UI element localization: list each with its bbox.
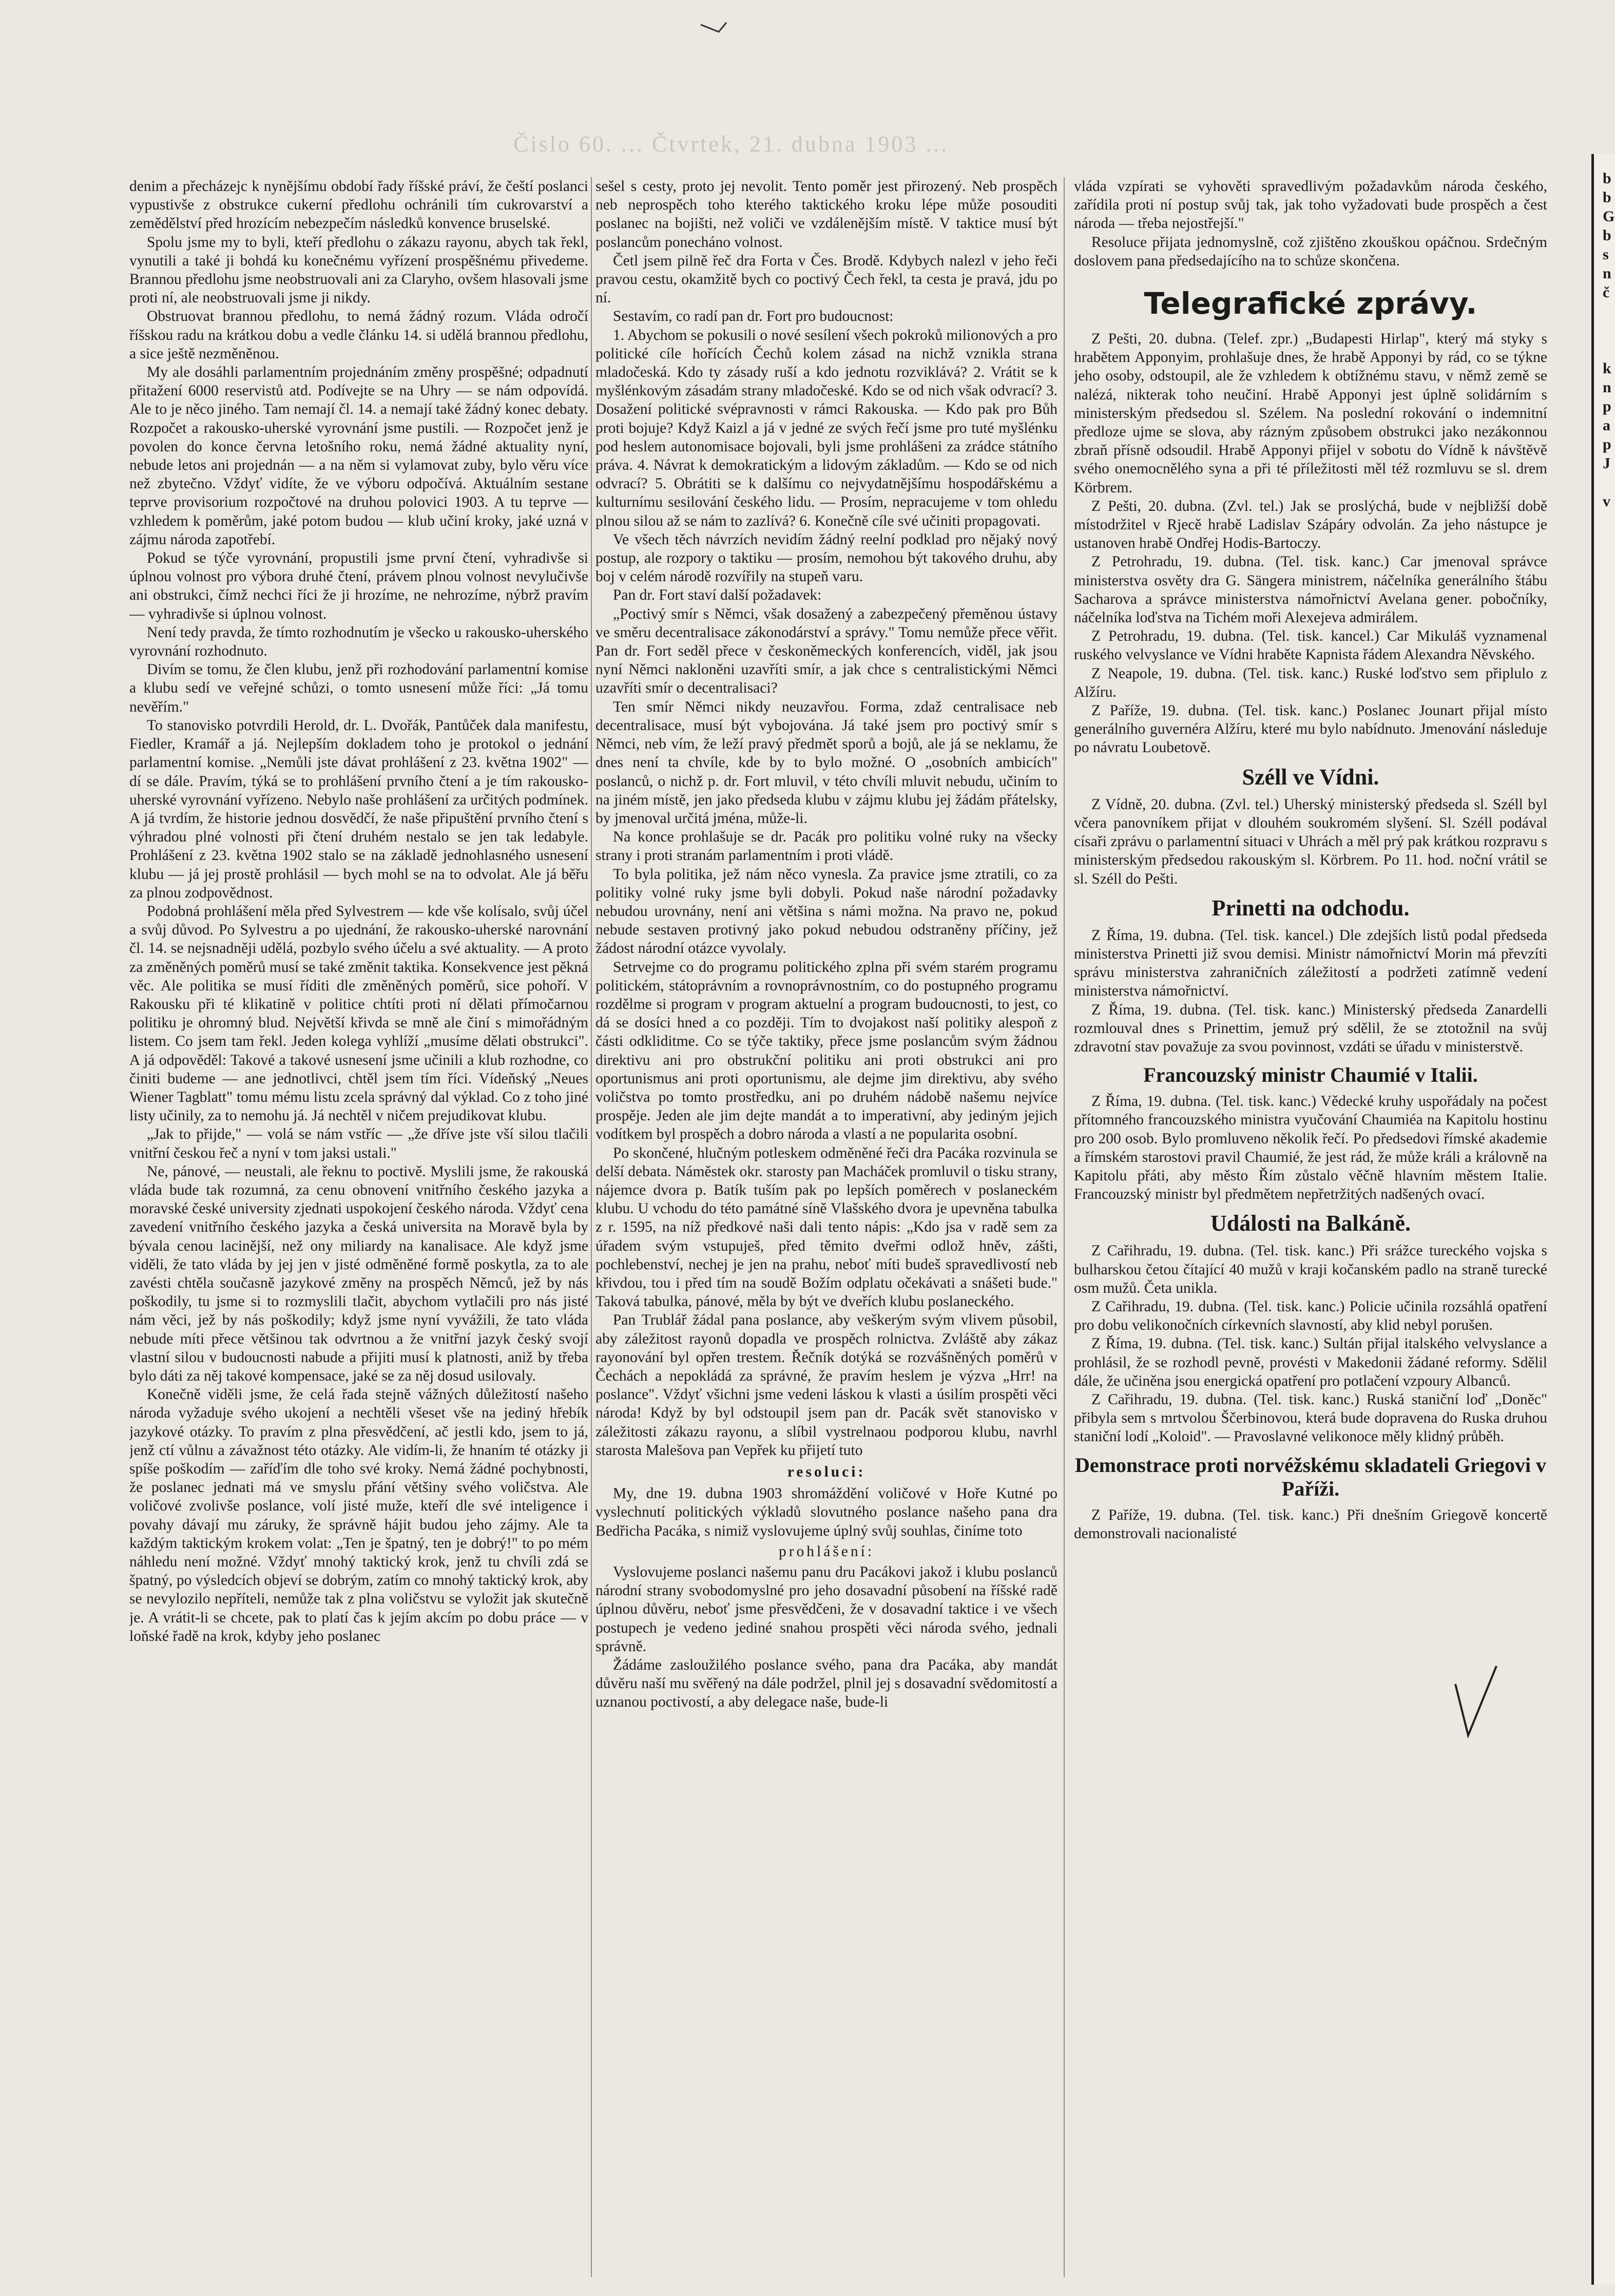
paragraph: Z Říma, 19. dubna. (Tel. tisk. kanc.) Sultán přijal italského velvyslance a prohlásil, že se rozhodl pevně, provésti v Makedonii žádané reformy. Sdělil dále, že učiněna jsou energická opatření pro potlačení vzpoury Albanců. <box>1074 1335 1547 1389</box>
bleed-through-text: Čislo 60. ... Čtvrtek, 21. dubna 1903 ... <box>513 131 949 157</box>
edge-letter: s <box>1603 246 1609 263</box>
paragraph: Z Paříže, 19. dubna. (Tel. tisk. kanc.) Při dnešním Griegově koncertě demonstrovali nacionalisté <box>1074 1506 1547 1542</box>
edge-letter: b <box>1603 227 1611 244</box>
paragraph: Z Říma, 19. dubna. (Tel. tisk. kancel.) Dle zdejších listů podal předseda ministerstva Prinetti již svou demisi. Ministr námořnictví Morin má převzíti správu ministerstva zahraničních záležitostí a podržeti zatímně vedení ministerstva námořnictví. <box>1074 927 1547 1000</box>
edge-letter: G <box>1603 208 1615 225</box>
paragraph: Z Pešti, 20. dubna. (Zvl. tel.) Jak se proslýchá, bude v nejbližší době místodržitel v Rjecě hrabě Ladislav Szápáry odvolán. Za jeho nástupce je ustanoven hrabě Ondřej Hodis-Bartoczy. <box>1074 498 1547 552</box>
paragraph: Na konce prohlašuje se dr. Pacák pro politiku volné ruky na všecky strany i proti stranám parlamentním i proti vládě. <box>595 829 1058 864</box>
column-rule <box>1064 177 1065 2277</box>
column-rule <box>591 177 592 2277</box>
section-heading-szell: Széll ve Vídni. <box>1242 764 1379 790</box>
paragraph: Z Petrohradu, 19. dubna. (Tel. tisk. kanc.) Car jmenoval správce ministerstva osvěty dra G. Sängera ministrem, náčelníka generálního štábu Sacharova a správce ministerstva námořnictví Avelana gener. pobočníky, náčelníka loďstva na Tichém moři Alexejeva admirálem. <box>1074 553 1547 626</box>
paragraph: Konečně viděli jsme, že celá řada stejně vážných důležitostí našeho národa vyžaduje svého ukojení a nechtěli všeset vše na jediný hřebík jazykové otázky. To pravím z plna přesvědčení, ač jestli kdo, jsem to já, jenž ctí vůlnu a závažnost této otázky. Ale vidím-li, že hnaním té otázky ji spíše poškodím — zaříďím dle toho své kroky. Nemá žádné pochybnosti, že poslanec jednati má ve smyslu přání většiny svého voličstva. Ale voličové zvolivše poslance, volí jisté muže, kteří dle své inteligence i povahy dávají mu záruky, že správně hájit budou jeho zájmy. Ale ta každým taktickým krokem volat: „Ten je špatný, ten je dobrý!" to po mém náhledu není možné. Vždyť mnohý taktický krok, jenž tu chvíli zdá se špatný, po výsledcích objeví se dobrým, zatím co mnohý taktický krok, aby se nevylozilo nepříteli, nemůže tak z plna voličstvu se vyložit jak skutečně je. A vrátit-li se chcete, pak to platí čas k jejím akcím po dobu práce — v loňské řadě na krok, kdyby jeho poslanec <box>129 1386 588 1644</box>
section-heading-griegovi: Demonstrace proti norvéžskému skladateli Griegovi v Paříži. <box>1074 1453 1547 1500</box>
paragraph: vláda vzpírati se vyhověti spravedlivým požadavkům národa českého, zařídila proti ní postup svůj tak, jak toho vyžadovati bude prospěch a čest národa — třeba nejostřejší." <box>1074 178 1547 232</box>
paragraph: Z Cařihradu, 19. dubna. (Tel. tisk. kanc.) Policie učinila rozsáhlá opatření pro dobu velikonočních církevních slavností, aby klid nebyl porušen. <box>1074 1298 1547 1334</box>
paragraph: Ve všech těch návrzích nevidím žádný reelní podklad pro nějaký nový postup, ale rozpory o taktiku — prosím, nemohou být takového druhu, aby boj v celém národě rozvířily na stupeň varu. <box>595 531 1058 585</box>
paragraph: „Jak to přijde," — volá se nám vstříc — „že dříve jste vší silou tlačili vnitřní českou řeč a nyní v tom jaksi ustali." <box>129 1126 588 1161</box>
edge-letter: p <box>1603 398 1611 415</box>
section-heading-prinetti: Prinetti na odchodu. <box>1212 895 1410 921</box>
paragraph: Četl jsem pilně řeč dra Forta v Čes. Brodě. Kdybych nalezl v jeho řeči pravou cestu, okamžitě bych co poctivý Čech řekl, ta cesta je pravá, jdu po ní. <box>595 252 1058 307</box>
column-1 <box>129 177 588 2277</box>
paragraph: Z Paříže, 19. dubna. (Tel. tisk. kanc.) Poslanec Jounart přijal místo generálního guvernéra Alžíru, které mu bylo nabídnuto. Jmenování následuje po návratu Loubetově. <box>1074 702 1547 756</box>
paragraph: Vyslovujeme poslanci našemu panu dru Pacákovi jakož i klubu poslanců národní strany svobodomyslné pro jeho dosavadní působení na říšské radě úplnou důvěru, neboť jsme přesvědčeni, že v dosavadní taktice i ve všech postupech je vedeno jediné snahou prospěti věci národa svého, jednali správně. <box>595 1564 1058 1655</box>
paragraph: To stanovisko potvrdili Herold, dr. L. Dvořák, Pantůček dala manifestu, Fiedler, Kramář a já. Nejlepším dokladem toho je protokol o jednání parlamentní komise. „Nemůli jste dávat prohlášení z 23. května 1902" — dí se dále. Pravím, týká se to prohlášení prvního čtení a je tím rakousko-uherské vyrovnání vyřízeno. Nebylo naše prohlášení za určitých podmínek. A já tvrdím, že historie jednou dosvědčí, že naše připuštění prvního čtení s výhradou plné volnosti při čtení druhém nestalo se jen tak ledabyle. Prohlášení z 23. května 1902 stalo se na základě jednohlasného usnesení klubu — já jej prostě prohlásil — bych mohl se na to odvolat. Ale já běřu za plnou zodpovědnost. <box>129 717 588 901</box>
paragraph: Setrvejme co do programu politického zplna při svém starém programu politickém, státoprávním a rovnoprávnostním, co do postupného programu rozdělme si program v program aktuelní a program budoucnosti, to jest, co dá se dosíci hned a co později. Tím to dvojakost naší politiky alespoň z části odkliditme. Co se týče taktiky, přece jsme poslancům svým žádnou direktivu ani pro obstrukční politiku ani proti obstrukci ani pro oportunismus ani proti oportunismu, ale dejme jim direktivu, aby svého voličstva po tomto prostředku, ani po druhém nádobě našemu nejvíce prospěje. Jeden ale jim dejte mandát a to imperativní, aby jediným jejich vodítkem byl prospěch a dobro národa a vlastí a ne popularita osobní. <box>595 959 1058 1143</box>
paragraph: Z Petrohradu, 19. dubna. (Tel. tisk. kancel.) Car Mikuláš vyznamenal ruského velvyslance ve Vídni hraběte Kapnista řádem Alexandra Něvského. <box>1074 628 1547 663</box>
edge-letter: J <box>1603 455 1610 472</box>
edge-letter: b <box>1603 170 1611 187</box>
column-3 <box>1074 177 1547 2277</box>
paragraph: Ne, pánové, — neustali, ale řeknu to poctivě. Myslili jsme, že rakouská vláda bude tak rozumná, za cenu obnovení vnitřního českého jazyka a moravské české university zjednati uspokojení českého národa. Vždyť cena zavedení vnitřního českého jazyka a česká universita na Moravě byla by bývala cenou lacinější, než ony miliardy na kanalisace. Ale když jsme viděli, že tato vláda by jej jen v jisté odměněné formě poskytla, za to ale zavésti chtěla současně jazykové změny na prospěch Němců, jež by nás poškodily, tu jsme si to rozmyslili tlačit, abychom vytlačili pro nás jisté nám věci, jež by nás poškodily; když jsme nyní vyvážili, že tato vláda nebude míti přece většinou tak odvrtnou a že vnitřní jazyk český svojí vlastní silou v budoucnosti nabude a přijiti musí k platnosti, aniž by třeba bylo dáti za něj takové kompensace, jaké se za něj dosud usilovaly. <box>129 1163 588 1384</box>
section-heading-balkan: Události na Balkáně. <box>1210 1211 1411 1236</box>
paragraph: To byla politika, jež nám něco vynesla. Za pravice jsme ztratili, co za politiky volné ruky jsme byli dobyli. Pokud naše národní požadavky nebudou urovnány, není ani většina s námi možna. Na pravo ne, pokud nebude sestaven protivný jako pokud nebudou odstraněny příčiny, jež žádost národní otázce vyvolaly. <box>595 866 1058 957</box>
paragraph: Spolu jsme my to byli, kteří předlohu o zákazu rayonu, abych tak řekl, vynutili a také ji bohdá ku konečnému vyřízení prospěšnému přivedeme. Brannou předlohu jsme neobstruovali ani za Claryho, ovšem hlasovali jsme proti ní, ale neobstruovali jsme ji nikdy. <box>129 234 588 307</box>
paragraph: sešel s cesty, proto jej nevolit. Tento poměr jest přirozený. Neb prospěch neb neprospěch toho kterého taktického kroku lépe může posouditi poslanec na bojišti, než voliči ve vzdálenějším místě. V taktice musí být poslancům ponecháno volnost. <box>595 178 1058 251</box>
section-heading-telegraf: Telegrafické zprávy. <box>1144 286 1477 321</box>
paragraph: Z Pešti, 20. dubna. (Telef. zpr.) „Budapesti Hirlap", který má styky s hrabětem Apponyim, prohlašuje dnes, že hrabě Apponyi by rád, co se týkne jeho osoby, odstoupil, ale že vzhledem k obtížnému stavu, v němž země se nalézá, nikterak toho neučiní. Hrabě Apponyi jest úplně solidárním s ministerským předsedou sl. Szélem. Na poslední rokování o indemnitní předloze ujme se slova, aby rázným způsobem obstrukci jako nezákonnou zbraň přísně odsoudil. Hrabě Apponyi přijel v sobotu do Vídně k návštěvě svého onemocnělého syna a při té příležitosti měl též rozmluvu se sl. drem Körbrem. <box>1074 331 1547 496</box>
paragraph: Žádáme zasloužilého poslance svého, pana dra Pacáka, aby mandát důvěru naší mu svěřený na dále podržel, plnil jej s dosavadní svědomitostí a uznanou poctivostí, a aby delegace naše, bude-li <box>595 1657 1058 1711</box>
edge-letter: č <box>1603 284 1610 301</box>
paragraph: Z Vídně, 20. dubna. (Zvl. tel.) Uherský ministerský předseda sl. Széll byl včera panovníkem přijat v dlouhém soukromém slyšení. Sl. Széll podával císaři zprávu o parlamentní situaci v Uhrách a měl prý pak krátkou rozpravu s ministerským předsedou rakouským sl. Körbrem. Po 11. hod. noční vrátil se sl. Széll do Pešti. <box>1074 796 1547 887</box>
paragraph: Z Cařihradu, 19. dubna. (Tel. tisk. kanc.) Ruská staniční loď „Doněc" přibyla sem s mrtvolou Ščerbinovou, která bude dopravena do Ruska druhou staniční lodí „Koloid". — Pravoslavné velikonoce měly klidný průběh. <box>1074 1391 1547 1445</box>
edge-letter: p <box>1603 436 1611 453</box>
paragraph: Pokud se týče vyrovnání, propustili jsme první čtení, vyhradivše si úplnou volnost pro výbora druhé čtení, právem plnou volnost nevylučivše ani obstrukci, čímž nechci říci že ji hrozíme, ne nehrozíme, nýbrž pravím — vyhradivše si úplnou volnost. <box>129 550 588 622</box>
declaration-heading: prohlášení: <box>778 1543 875 1560</box>
paragraph: Podobná prohlášení měla před Sylvestrem — kde vše kolísalo, svůj účel a svůj důvod. Po Sylvestru a po ujednání, že rakousko-uherské narovnání čl. 14. se nejsnadněji udělá, pozbylo svého účelu a své aktuality. — A proto za změněných poměrů musí se také změnit taktika. Konsekvence jest pěkná věc. Ale politika se musí říditi dle změněných poměrů, sice pohoří. V Rakousku při té klikatině v politice chtíti proti ní dělati přímočarnou politiku je ohromný blud. Největší křivda se mně ale činí s mimořádným listem. Co jsem tam řekl. Jeden kolega vyhlíží „musíme dělati obstrukci". A já odpověděl: Takové a takové usnesení jsme učinili a klub rozhodne, co činiti budeme — ane jednotlivci, chtěl jsem tím říci. Vídeňský „Neues Wiener Tagblatt" tomu mému listu zcela správný dal výklad. Co z toho jiné listy učinily, za to nemohu já. Já nechtěl v ničem prejudikovat klubu. <box>129 903 588 1124</box>
adjacent-page-edge <box>1591 154 1615 2285</box>
paragraph: Pan dr. Fort staví další požadavek: <box>613 587 822 604</box>
edge-letter: n <box>1603 265 1611 282</box>
paragraph: „Poctivý smír s Němci, však dosažený a zabezpečený přeměnou ústavy ve směru decentralisace zákonodárství a správy." Tomu nemůže přece věřit. Pan dr. Fort seděl přece v českoněmeckých konferencích, viděl, jak jsou nyní Němci nakloněni uzavříti smír, a jak chce s centralistickými Němci uzavříti smír o decentralisaci? <box>595 605 1058 697</box>
paragraph: Resoluce přijata jednomyslně, což zjištěno zkouškou opáčnou. Srdečným doslovem pana předsedajícího na to schůze skončena. <box>1074 234 1547 269</box>
section-heading-chaumie: Francouzský ministr Chaumié v Italii. <box>1143 1063 1478 1087</box>
ink-mark-icon <box>698 21 729 36</box>
edge-letter: k <box>1603 360 1611 377</box>
edge-letter: n <box>1603 379 1611 396</box>
paragraph: Obstruovat brannou předlohu, to nemá žádný rozum. Vláda odročí říšskou radu na krátkou dobu a vedle článku 14. si udělá brannou předlohu, a sice ještě nezměněnou. <box>129 308 588 362</box>
paragraph: Sestavím, co radí pan dr. Fort pro budoucnost: <box>613 308 894 325</box>
edge-letter: b <box>1603 189 1611 206</box>
paragraph: Z Cařihradu, 19. dubna. (Tel. tisk. kanc.) Při srážce tureckého vojska s bulharskou četou čítající 40 mužů v kraji kočanském padlo na straně turecké osm mužů. Četa unikla. <box>1074 1242 1547 1296</box>
paragraph: Divím se tomu, že člen klubu, jenž při rozhodování parlamentní komise a klubu sedí ve veřejné schůzi, o tomto usnesení může říci: „Já tomu nevěřím." <box>129 661 588 715</box>
edge-letter: v <box>1603 493 1610 510</box>
paragraph: Po skončené, hlučným potleskem odměněné řeči dra Pacáka rozvinula se delší debata. Náměstek okr. starosty pan Macháček promluvil o tisku strany, nájemce dvora p. Batík tuším pak po lepších poměrech v poslaneckém klubu. U vchodu do této památné síně Vlašského dvora je upevněna tabulka z r. 1595, na níž předkové naši dali tento nápis: „Kdo jsa v radě sem za úřadem svým vstupuješ, před těmito dveřmi odlož hněv, zášti, pochlebenství, nechej je jen na prahu, neboť míti budeš spravedlivostí neb křivdou, tou i před tím na soudě Božím odplatu očekávati a snášeti bude." Taková tabulka, pánové, měla by být ve dveřích klubu poslaneckého. <box>595 1144 1058 1310</box>
handwritten-checkmark-icon <box>1453 1663 1499 1740</box>
edge-letter: a <box>1603 417 1610 434</box>
column-2 <box>595 177 1058 2277</box>
paragraph: denim a přecházejc k nynějšímu období řady říšské práví, že čeští poslanci vypustivše z obstrukce cukerní předlohu ochránili tím cukrovarství a zemědělství před hrozícím nebezpečím následků konvence bruselské. <box>129 178 588 232</box>
paragraph: Ten smír Němci nikdy neuzavřou. Forma, zdaž centralisace neb decentralisace, musí být vybojována. Já také jsem pro poctivý smír s Němci, neb vím, že leží pravý předmět sporů a bojů, ale já se neklamu, že dnes není ta chvíle, kde by to bylo možné. O „osobních ambicích" poslanců, o nichž p. dr. Fort mluvil, v této chvíli mluvit nebudu, učiním to na jiném místě, jen jako předseda klubu v zájmu klubu jej žádám přátelsky, by jmenoval určitá jména, může-li. <box>595 698 1058 827</box>
resolution-heading: resoluci: <box>787 1464 866 1481</box>
paragraph: Není tedy pravda, že tímto rozhodnutím je všecko u rakousko-uherského vyrovnání rozhodnuto. <box>129 624 588 660</box>
paragraph: My ale dosáhli parlamentním projednáním změny prospěšné; odpadnutí přitažení 6000 reservistů atd. Podívejte se na Uhry — se nám odpovídá. Ale to je něco jiného. Tam nemají čl. 14. a nemají také žádný konec debaty. Rozpočet a rakousko-uherské vyrovnání jsme pustili. — Rozpočet jenž je povolen do konce června letošního roku, nemá žádné aktuality nyní, nebude letos ani projednán — a na něm si vylamovat zuby, bylo věru více než zbytečno. Vždyť vidíte, že ve výboru odpočívá. Aktuálním sestane teprve provisorium rozpočtové na druhou polovici 1903. A tu teprve — vzhledem k poměrům, jaké potom budou — klub učiní kroky, jaké uzná v zájmu národa zapotřebí. <box>129 364 588 548</box>
paragraph: My, dne 19. dubna 1903 shromáždění voličové v Hoře Kutné po vyslechnutí politických výkladů slovutného poslance našeho pana dra Bedřicha Pacáka, s nimiž vyslovujeme úplný svůj souhlas, činíme toto <box>595 1485 1058 1539</box>
paragraph: Z Neapole, 19. dubna. (Tel. tisk. kanc.) Ruské loďstvo sem připlulo z Alžíru. <box>1074 665 1547 700</box>
paragraph: Pan Trublář žádal pana poslance, aby veškerým svým vlivem působil, aby záležitost rayonů dopadla ve prospěch rolnictva. Zvláště aby zákaz rayonování byl opřen trestem. Řečník dotýká se rozvášněných poměrů v Čechách a nepokládá za správné, že pravím heslem je výzva „Hrr! na poslance". Vždyť všichni jsme vedeni láskou k vlasti a úsilím prospěti věci národa! Když by byl odstoupil jsem pan dr. Pacák svět stanovisko v záležitosti zákazu rayonu, a slíbil vystrelnaou podporou klubu, navrhl starosta Malešova pan Vepřek ku přijetí tuto <box>595 1312 1058 1459</box>
paragraph: 1. Abychom se pokusili o nové sesílení všech pokroků milionových a pro politické cíle hořících Čechů kolem zásad na nichž vznikla strana mladočeská. Kdo ty zásady ruší a kdo jednotu rozviklává? 2. Vrátit se k myšlénkovým zásadám strany mladočeské. Kdo se od nich však odvrací? 3. Dosažení politické svépravnosti v rámci Rakouska. — Kdo pak pro Bůh proti bojuje? Když Kaizl a já v jedné ze svých řečí jsme pro tuté myšlénku pod heslem autonomisace bojovali, byli jsme prohlášeni za zrádce státního práva. 4. Návrat k demokratickým a lidovým základům. — Kdo se od nich odvrací? 5. Obrátiti se k dalšímu co nejvydatnějšímu hospodářskému a kulturnímu sesilování českého lidu. — Prosím, nepracujeme v tom ohledu plnou silou až se nám to zazlívá? 6. Konečně cíle své učiniti propagovati. <box>595 327 1058 529</box>
paragraph: Z Říma, 19. dubna. (Tel. tisk. kanc.) Vědecké kruhy uspořádaly na počest přítomného francouzského ministra vyučování Chaumiéa na Kapitolu hostinu pro 200 osob. Bylo promluveno několik řečí. Po předsedovi římské akademie a římském starostovi pravil Chaumié, že jest rád, že může králi a královně na Kapitolu přáti, aby město Řím zůstalo věčně hlavním městem Italie. Francouzský ministr byl předmětem nepřetržitých nadšených ovací. <box>1074 1093 1547 1203</box>
paragraph: Z Říma, 19. dubna. (Tel. tisk. kanc.) Ministerský předseda Zanardelli rozmlouval dnes s Prinettim, jemuž prý sdělil, že se ztotožnil na svůj zdravotní stav považuje za svou povinnost, vzdáti se úřadu v ministerstvě. <box>1074 1001 1547 1055</box>
